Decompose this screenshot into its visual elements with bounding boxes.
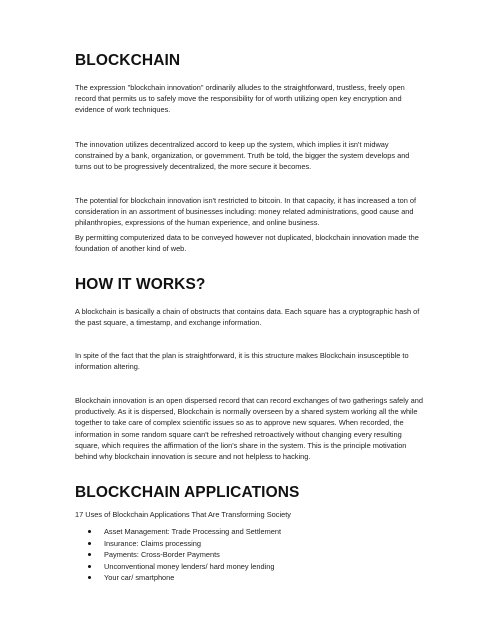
list-item xyxy=(86,538,281,550)
bullet-icon xyxy=(88,542,91,545)
list-item-text: Unconventional money lenders/ hard money lending xyxy=(104,561,275,571)
paragraph: The innovation utilizes decentralized accord to keep up the system, which implies it isn't midway constrained by a bank, organization, or government. Truth be told, the bigger the system develops and turns out to be progressively decentralized, the more secure it becomes. xyxy=(75,140,410,172)
paragraph: A blockchain is basically a chain of obstructs that contains data. Each square has a cryptographic hash of the past square, a timestamp, and exchange information. xyxy=(75,307,420,328)
list-item-text: Asset Management: Trade Processing and Settlement xyxy=(104,527,282,536)
paragraph: The potential for blockchain innovation isn't restricted to bitcoin. In that capacity, it has increased a ton of consideration in an assortment of businesses including: money related administrations, good cause and philanthropies, expressions of the human experience, and online business. xyxy=(75,196,417,228)
list-item xyxy=(86,561,281,573)
heading-how-it-works: HOW IT WORKS? xyxy=(75,276,206,293)
list-item xyxy=(86,549,281,561)
list-item-text: Insurance: Claims processing xyxy=(104,538,201,548)
list-item-text: Payments: Cross-Border Payments xyxy=(104,550,220,559)
list-item-text: Your car/ smartphone xyxy=(104,573,175,582)
paragraph: In spite of the fact that the plan is straightforward, it is this structure makes Blockchain insusceptible to information altering. xyxy=(75,351,409,372)
bullet-icon xyxy=(88,553,91,556)
bullet-icon xyxy=(88,530,91,533)
list-item xyxy=(86,572,281,584)
paragraph: By permitting computerized data to be conveyed however not duplicated, blockchain innovation made the foundation of another kind of web. xyxy=(75,233,419,254)
applications-intro: 17 Uses of Blockchain Applications That Are Transforming Society xyxy=(75,510,291,519)
bullet-icon xyxy=(88,576,91,579)
bullet-icon xyxy=(88,565,91,568)
paragraph: The expression "blockchain innovation" ordinarily alludes to the straightforward, trustless, freely open record that permits us to safely move the responsibility for of worth utilizing open key encryption and evidence of work techniques. xyxy=(75,83,405,115)
list-item xyxy=(86,526,281,538)
applications-list xyxy=(86,526,281,584)
paragraph: Blockchain innovation is an open dispersed record that can record exchanges of two gatherings safely and productively. As it is dispersed, Blockchain is normally overseen by a shared system working all the while together to take care of complex scientific issues so as to approve new squares. When recorded, the information in some random square can't be refreshed retroactively without changing every resulting square, which requires the affirmation of the lion's share in the system. This is the principle motivation behind why blockchain innovation is secure and not helpless to hacking. xyxy=(75,396,423,462)
heading-blockchain-applications: BLOCKCHAIN APPLICATIONS xyxy=(75,484,300,501)
heading-blockchain: BLOCKCHAIN xyxy=(75,52,181,69)
